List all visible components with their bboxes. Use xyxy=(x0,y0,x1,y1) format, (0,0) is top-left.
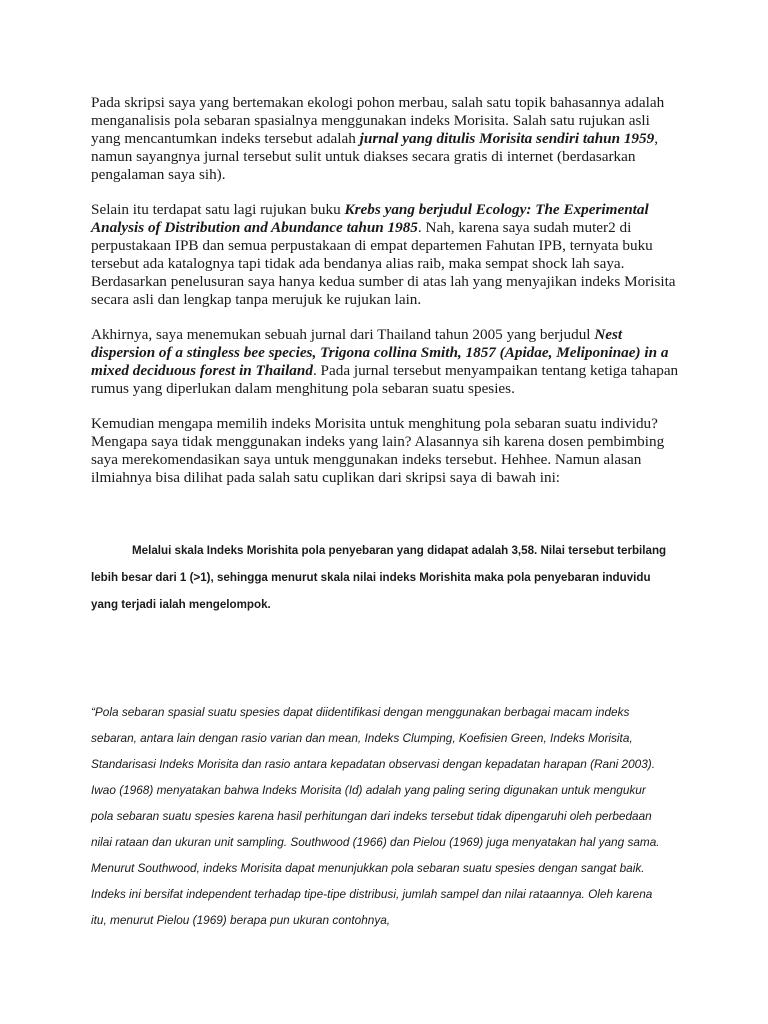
paragraph-text: Kemudian mengapa memilih indeks Morisita untuk menghitung pola sebaran suatu individu? Mengapa saya tidak menggunakan indeks yang lain? Alasannya sih karena dosen pembimbing saya merekomendasikan saya untuk menggunakan indeks tersebut. Hehhee. Namun alasan ilmiahnya bisa dilihat pada salah satu cuplikan dari skripsi saya di bawah ini: xyxy=(91,415,665,486)
paragraph-text: Pada skripsi saya yang bertemakan ekologi pohon merbau, salah satu topik bahasannya adalah menganalisis pola sebaran spasialnya menggunakan indeks Morisita. Salah satu rujukan asli yang mencantumkan indeks tersebut adalah xyxy=(91,94,665,147)
paragraph-text: . Pada jurnal tersebut menyampaikan tentang ketiga tahapan rumus yang diperlukan dalam menghitung pola sebaran suatu spesies. xyxy=(91,362,679,397)
citation-morisita-1959: jurnal yang ditulis Morisita sendiri tahun 1959 xyxy=(359,130,655,147)
paragraph-text: Akhirnya, saya menemukan sebuah jurnal dari Thailand tahun 2005 yang berjudul xyxy=(91,326,595,343)
paragraph-krebs xyxy=(91,201,681,309)
paragraph-text: . Nah, karena saya sudah muter2 di perpustakaan IPB dan semua perpustakaan di empat departemen Fahutan IPB, ternyata buku tersebut ada katalognya tapi tidak ada bendanya alias raib, maka sempat shock lah saya. Berdasarkan penelusuran saya hanya kedua sumber di atas lah yang menyajikan indeks Morisita secara asli dan lengkap tanpa merujuk ke rujukan lain. xyxy=(91,219,676,308)
citation-krebs-1985: Krebs yang berjudul Ecology: The Experimental Analysis of Distribution and Abundance tahun 1985 xyxy=(91,201,649,236)
paragraph-text: Selain itu terdapat satu lagi rujukan buku xyxy=(91,201,345,218)
citation-thailand-2005: Nest dispersion of a stingless bee species, Trigona collina Smith, 1857 (Apidae, Meliponinae) in a mixed deciduous forest in Thailand xyxy=(91,326,669,379)
excerpt-result-text: Melalui skala Indeks Morishita pola penyebaran yang didapat adalah 3,58. Nilai tersebut terbilang lebih besar dari 1 (>1), sehingga menurut skala nilai indeks Morishita maka pola penyebaran induvidu yang terjadi ialah mengelompok. xyxy=(91,544,667,611)
paragraph-text: , namun sayangnya jurnal tersebut sulit untuk diakses secara gratis di internet (berdasarkan pengalaman saya sih). xyxy=(91,130,659,183)
paragraph-thailand-journal xyxy=(91,326,681,398)
excerpt-result xyxy=(91,537,671,618)
paragraph-intro xyxy=(91,94,681,184)
excerpt-quote xyxy=(91,699,671,933)
paragraph-reason xyxy=(91,415,681,487)
excerpt-quote-text: “Pola sebaran spasial suatu spesies dapat diidentifikasi dengan menggunakan berbagai macam indeks sebaran, antara lain dengan rasio varian dan mean, Indeks Clumping, Koefisien Green, Indeks Morisita, Standarisasi Indeks Morisita dan rasio antara kepadatan observasi dengan kepadatan harapan (Rani 2003). Iwao (1968) menyatakan bahwa Indeks Morisita (Id) adalah yang paling sering digunakan untuk mengukur pola sebaran suatu spesies karena hasil perhitungan dari indeks tersebut tidak dipengaruhi oleh perbedaan nilai rataan dan ukuran unit sampling. Southwood (1966) dan Pielou (1969) juga menyatakan hal yang sama. Menurut Southwood, indeks Morisita dapat menunjukkan pola sebaran suatu spesies dengan sangat baik. Indeks ini bersifat independent terhadap tipe-tipe distribusi, jumlah sampel dan nilai rataannya. Oleh karena itu, menurut Pielou (1969) berapa pun ukuran contohnya, xyxy=(91,705,660,927)
